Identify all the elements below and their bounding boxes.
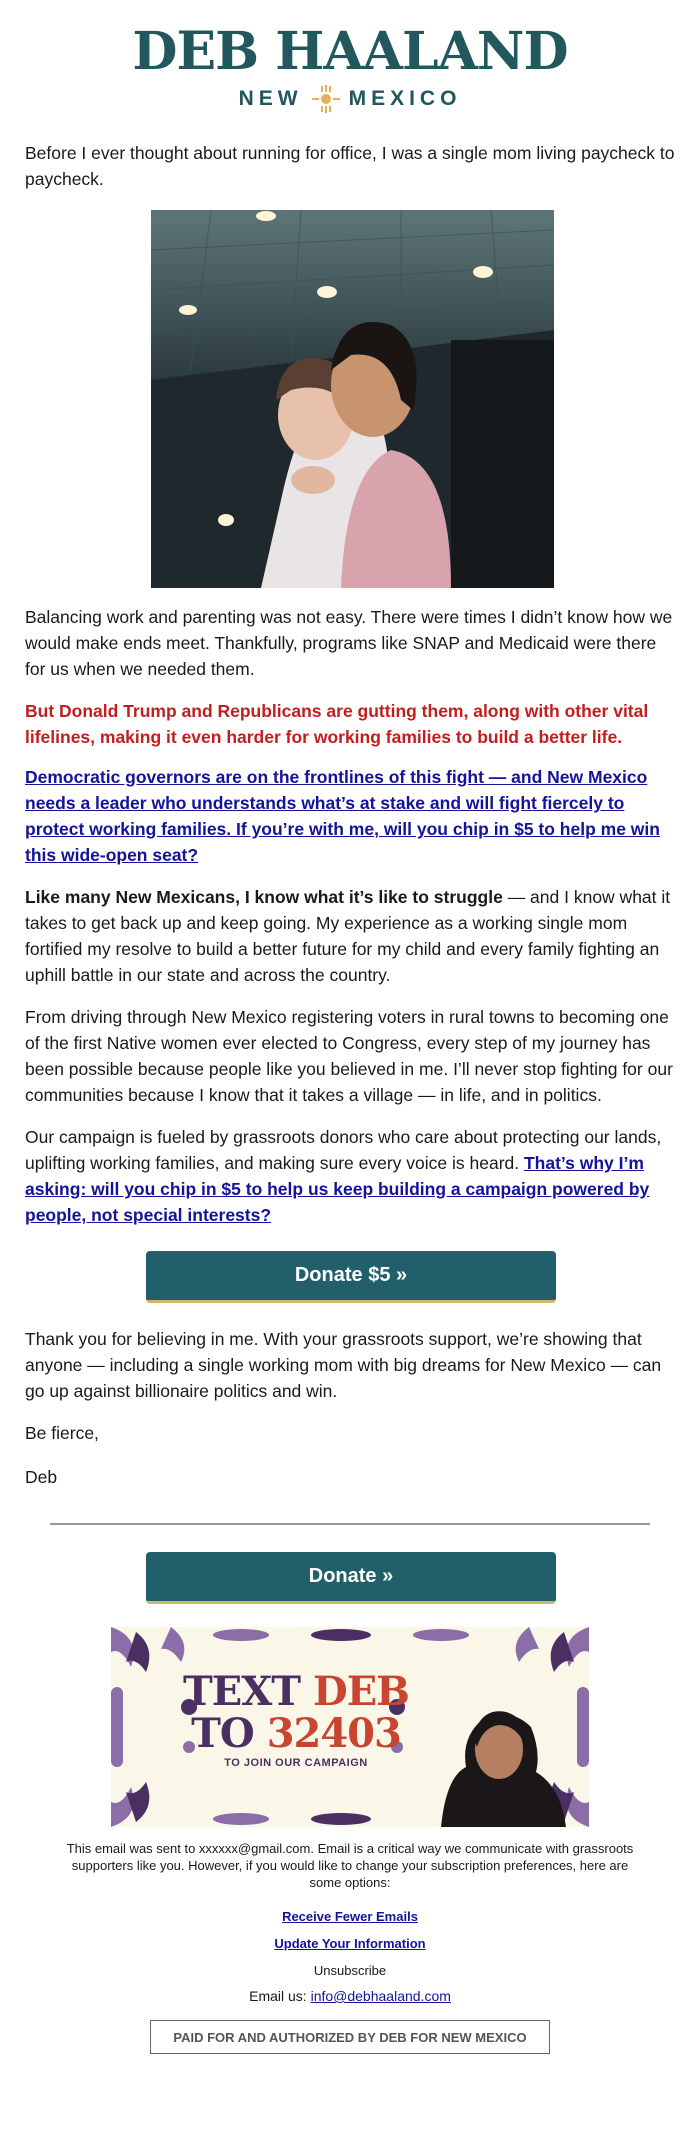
thanks-paragraph: Thank you for believing in me. With your grassroots support, we’re showing that anyone — including a single working mom with big dreams for New Mexico — can go up against billionaire politics and win. (25, 1329, 662, 1401)
contact-email-row (60, 1988, 640, 2005)
logo-subtitle-left: NEW (238, 87, 303, 110)
banner-word-deb: DEB (313, 1668, 409, 1715)
donate-button[interactable]: Donate » (146, 1552, 556, 1604)
logo-name: DEB HAALAND (132, 21, 568, 82)
contact-email-link[interactable]: info@debhaaland.com (310, 1988, 451, 2004)
zia-sun-icon (311, 84, 341, 114)
update-information-link[interactable]: Update Your Information (274, 1936, 426, 1951)
receive-fewer-emails-link[interactable]: Receive Fewer Emails (282, 1909, 418, 1924)
banner-number: 32403 (266, 1710, 401, 1757)
update-info-row (60, 1935, 640, 1952)
text-deb-banner[interactable] (111, 1627, 589, 1827)
trump-statement: But Donald Trump and Republicans are gutting them, along with other vital lifelines, making it even harder for working families to build a better life. (25, 701, 649, 747)
signoff: Be fierce, (25, 1423, 99, 1443)
campaign-text: Our campaign is fueled by grassroots donors who care about protecting our lands, uplifting working families, and making sure every voice is heard. (25, 1127, 662, 1173)
banner-word-to: TO (191, 1710, 254, 1757)
logo-subtitle (0, 84, 700, 114)
banner-callout (181, 1668, 411, 1769)
logo-subtitle-right: MEXICO (348, 87, 462, 110)
campaign-logo (0, 22, 700, 114)
donate-5-button[interactable]: Donate $5 » (146, 1251, 556, 1303)
struggle-paragraph (25, 884, 675, 988)
campaign-chip-in-link[interactable]: That’s why I’m asking: will you chip in $5 to help us keep building a campaign powered by people, not special interests? (25, 1153, 650, 1225)
chip-in-link[interactable]: Democratic governors are on the frontlines of this fight — and New Mexico needs a leader who understands what’s at stake and will fight fiercely to protect working families. If you’re with me, will you chip in $5 to help me win this wide-open seat? (25, 767, 660, 865)
struggle-rest: — and I know what it takes to get back up and keep going. My experience as a working single mom fortified my resolve to build a better future for my child and every family fighting an uphill battle in our state and across the country. (25, 887, 671, 985)
divider (50, 1523, 650, 1525)
photo-illustration (151, 210, 554, 588)
journey-paragraph: From driving through New Mexico registering voters in rural towns to becoming one of the first Native women ever elected to Congress, every step of my journey has been possible because people like you believed in me. I’ll never stop fighting for our communities because I know that it takes a village — in life, and in politics. (25, 1007, 673, 1105)
family-photo (151, 210, 554, 588)
subscription-notice: This email was sent to xxxxxx@gmail.com. Email is a critical way we communicate with grassroots supporters like you. However, if you would like to change your subscription preferences, here are some options: (66, 1841, 634, 1890)
signature: Deb (25, 1467, 58, 1487)
governors-paragraph (25, 764, 675, 868)
paid-for-disclaimer: PAID FOR AND AUTHORIZED BY DEB FOR NEW MEXICO (150, 2020, 550, 2054)
balance-paragraph: Balancing work and parenting was not easy. There were times I didn’t know how we would make ends meet. Thankfully, programs like SNAP and Medicaid were there for us when we needed them. (25, 607, 673, 679)
fewer-emails-row (60, 1908, 640, 1925)
banner-word-text: TEXT (183, 1668, 301, 1715)
unsubscribe-link[interactable]: Unsubscribe (313, 1963, 387, 1978)
banner-tagline: TO JOIN OUR CAMPAIGN (224, 1757, 368, 1769)
struggle-bold: Like many New Mexicans, I know what it’s like to struggle (25, 887, 503, 907)
email-label: Email us: (249, 1988, 311, 2004)
intro-paragraph: Before I ever thought about running for office, I was a single mom living paycheck to paycheck. (25, 143, 675, 189)
campaign-paragraph (25, 1124, 675, 1228)
